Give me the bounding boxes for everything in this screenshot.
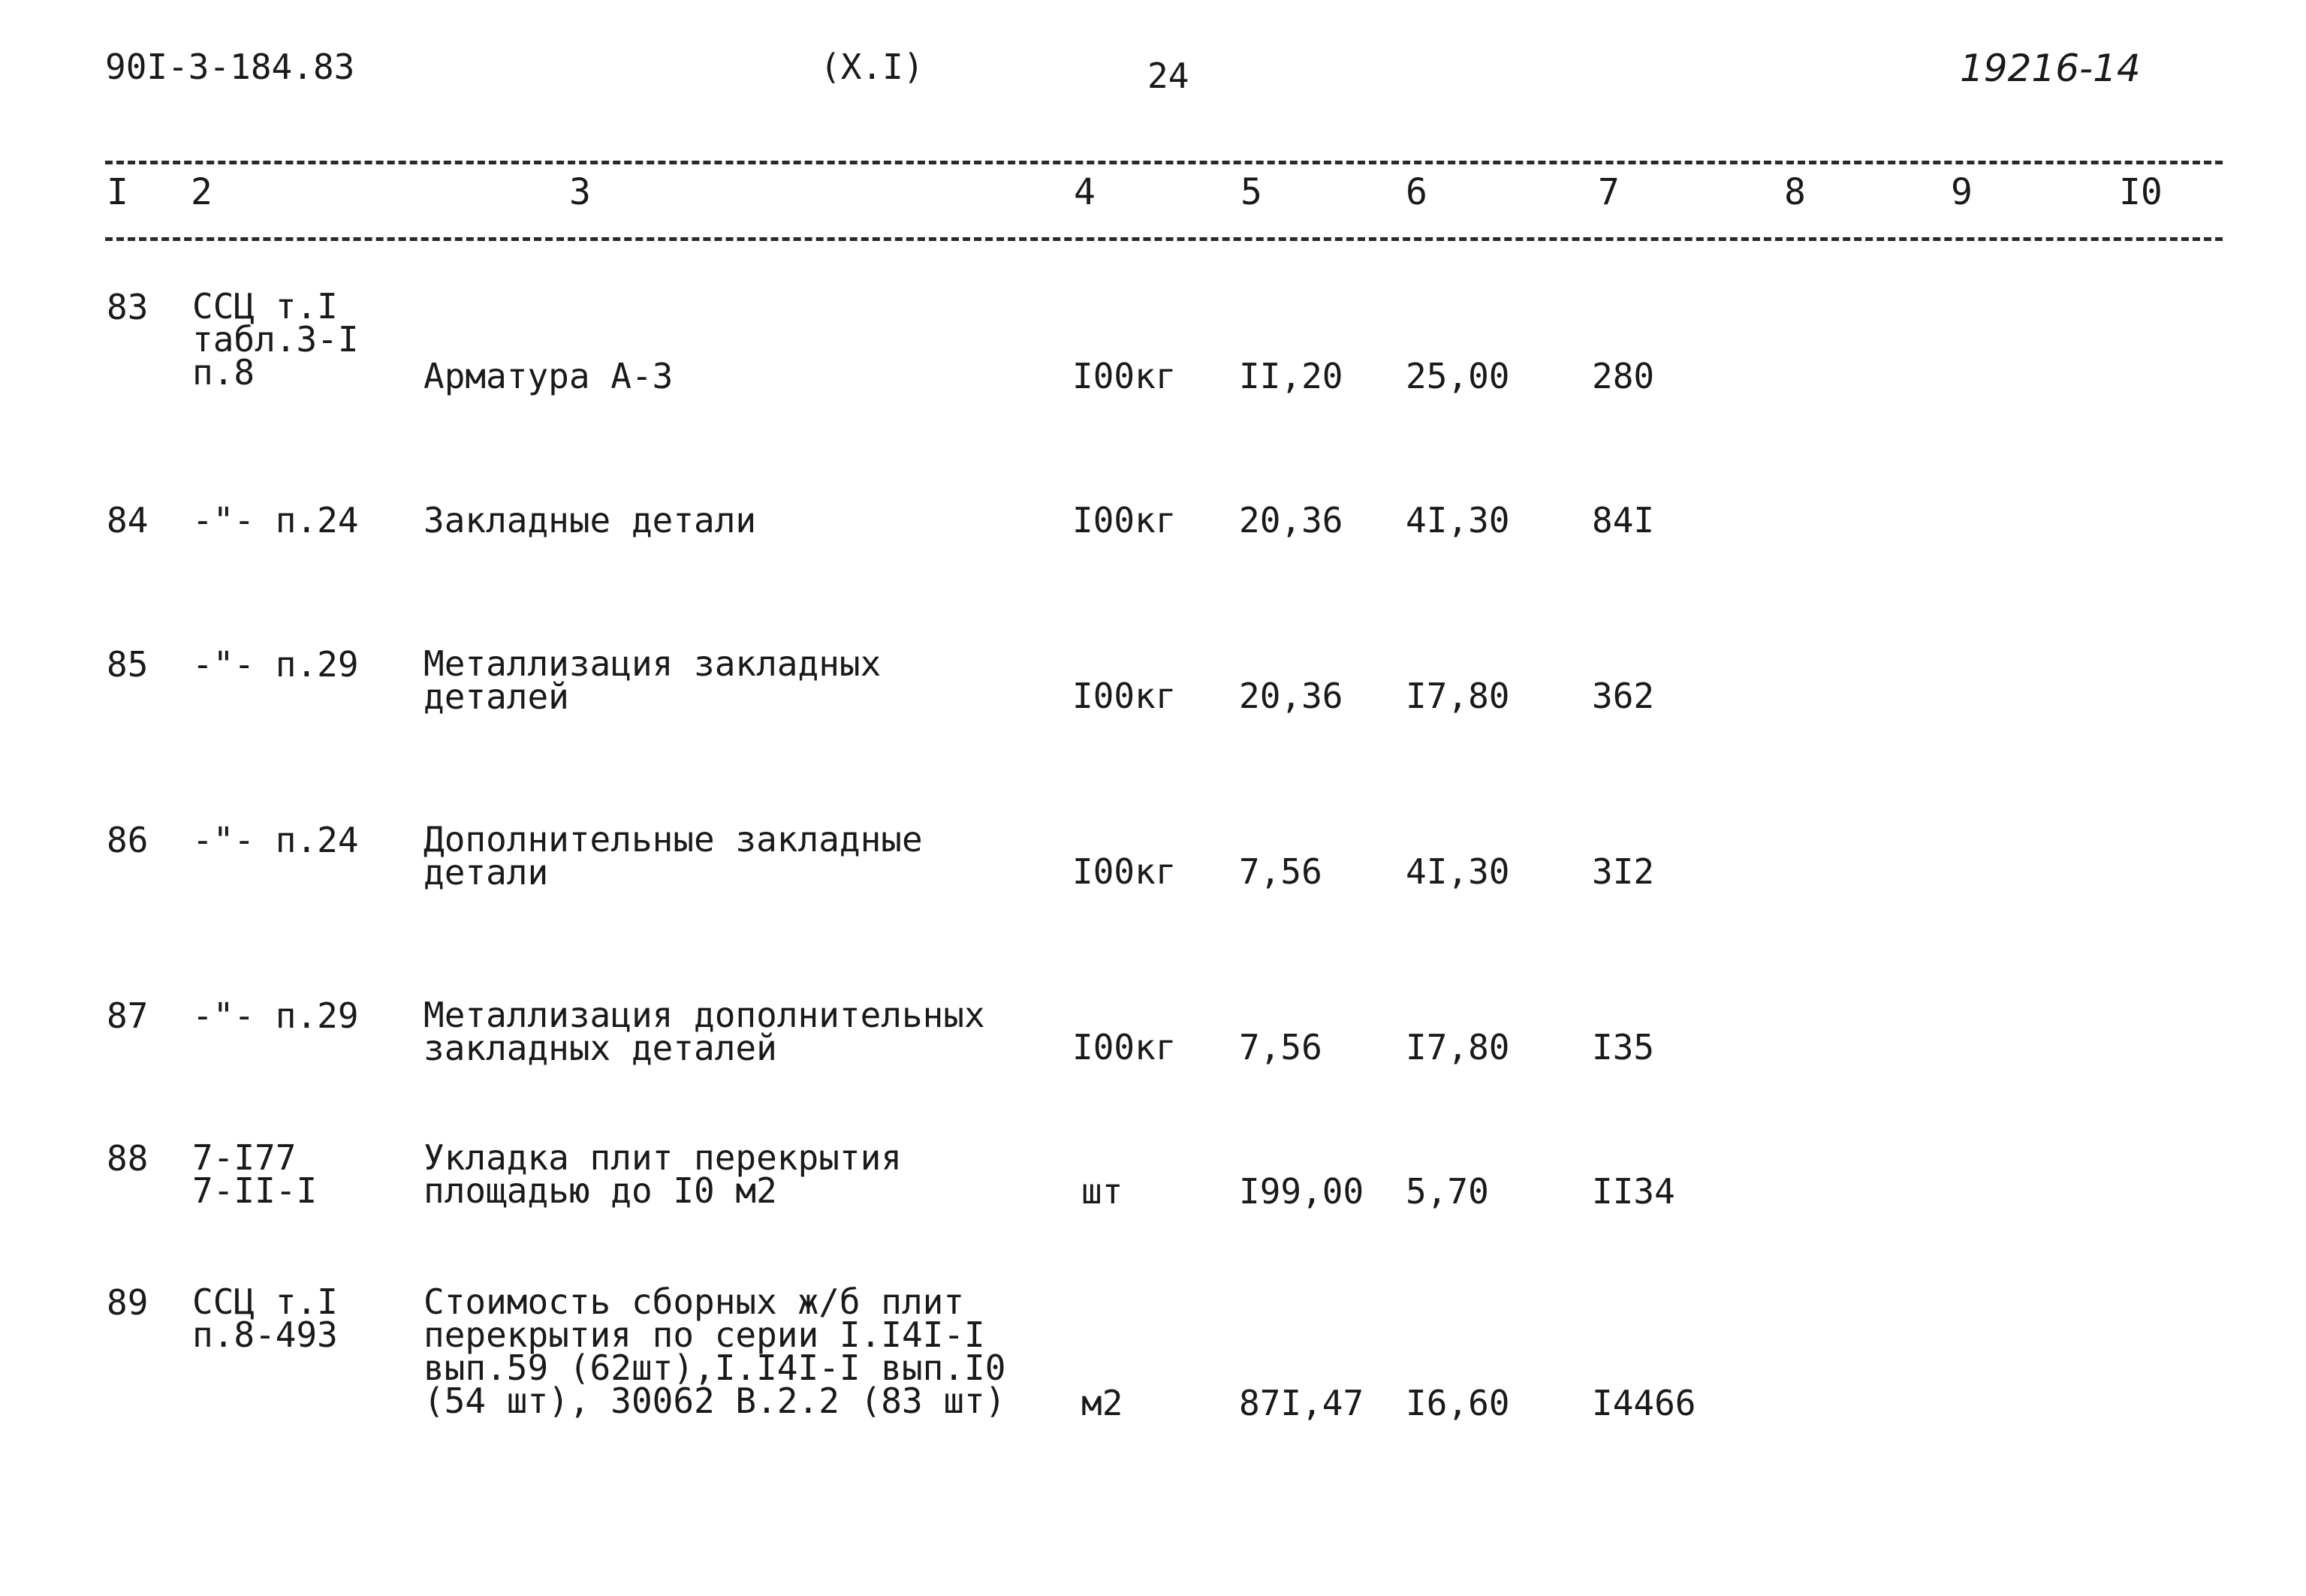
- row-name: Дополнительные закладные детали: [424, 819, 923, 893]
- column-header-8: 8: [1784, 171, 1806, 213]
- row-name: Закладные детали: [424, 500, 757, 541]
- row-unit: м2: [1081, 1383, 1123, 1423]
- row-unit: I00кг: [1072, 851, 1177, 892]
- row-name: Металлизация закладных деталей: [424, 643, 882, 717]
- column-header-4: 4: [1074, 171, 1096, 213]
- column-header-1: I: [107, 171, 128, 213]
- row-unit-price: 5,70: [1406, 1171, 1489, 1212]
- row-number: 89: [107, 1282, 149, 1323]
- column-header-7: 7: [1598, 171, 1620, 213]
- row-quantity: 20,36: [1239, 500, 1343, 541]
- row-total: I35: [1592, 1027, 1655, 1068]
- row-unit: I00кг: [1072, 356, 1177, 396]
- column-header-6: 6: [1406, 171, 1427, 213]
- column-header-10: I0: [2119, 171, 2163, 213]
- row-unit: шт: [1081, 1171, 1123, 1212]
- row-total: 362: [1592, 676, 1655, 716]
- row-number: 87: [107, 995, 149, 1036]
- row-number: 83: [107, 287, 149, 327]
- column-header-2: 2: [191, 171, 213, 213]
- row-name: Металлизация дополнительных закладных деталей: [424, 995, 985, 1068]
- row-unit-price: I7,80: [1406, 676, 1510, 716]
- row-total: 3I2: [1592, 851, 1655, 892]
- row-unit-price: 25,00: [1406, 356, 1510, 396]
- row-reference: ССЦ т.I п.8-493: [192, 1281, 338, 1355]
- row-reference: -"- п.24: [192, 500, 359, 541]
- row-reference: -"- п.24: [192, 820, 359, 860]
- row-unit-price: I6,60: [1406, 1383, 1510, 1423]
- row-unit-price: 4I,30: [1406, 500, 1510, 541]
- row-total: I4466: [1592, 1383, 1696, 1423]
- row-number: 84: [107, 500, 149, 541]
- row-name: Укладка плит перекрытия площадью до I0 м2: [424, 1137, 902, 1211]
- column-header-3: 3: [569, 171, 591, 213]
- header-rule-bottom: [105, 237, 2223, 241]
- row-name: Арматура А-3: [424, 356, 674, 396]
- row-quantity: I99,00: [1239, 1171, 1364, 1212]
- row-quantity: II,20: [1239, 356, 1343, 396]
- row-quantity: 7,56: [1239, 851, 1322, 892]
- row-quantity: 20,36: [1239, 676, 1343, 716]
- section-label: (X.I): [820, 47, 924, 87]
- page-number: 24: [1147, 56, 1189, 96]
- row-number: 86: [107, 820, 149, 860]
- row-unit-price: I7,80: [1406, 1027, 1510, 1068]
- row-unit: I00кг: [1072, 676, 1177, 716]
- doc-code: 90I-3-184.83: [105, 47, 355, 87]
- row-number: 85: [107, 644, 149, 685]
- row-total: 84I: [1592, 500, 1655, 541]
- row-unit: I00кг: [1072, 500, 1177, 541]
- column-header-5: 5: [1240, 171, 1262, 213]
- row-name: Стоимость сборных ж/б плит перекрытия по серии I.I4I-I вып.59 (62шт),I.I4I-I вып.I0 (54 шт), 30062 В.2.2 (83 шт): [424, 1281, 1006, 1421]
- stamp-number: 19216-14: [1960, 47, 2141, 90]
- row-reference: -"- п.29: [192, 995, 359, 1036]
- row-quantity: 7,56: [1239, 1027, 1322, 1068]
- row-number: 88: [107, 1138, 149, 1179]
- row-reference: -"- п.29: [192, 644, 359, 685]
- row-quantity: 87I,47: [1239, 1383, 1364, 1423]
- column-header-9: 9: [1951, 171, 1973, 213]
- row-total: II34: [1592, 1171, 1675, 1212]
- row-reference: 7-I77 7-II-I: [192, 1137, 318, 1211]
- row-total: 280: [1592, 356, 1655, 396]
- header-rule-top: [105, 161, 2223, 164]
- row-unit: I00кг: [1072, 1027, 1177, 1068]
- row-unit-price: 4I,30: [1406, 851, 1510, 892]
- row-reference: ССЦ т.I табл.3-I п.8: [192, 286, 359, 393]
